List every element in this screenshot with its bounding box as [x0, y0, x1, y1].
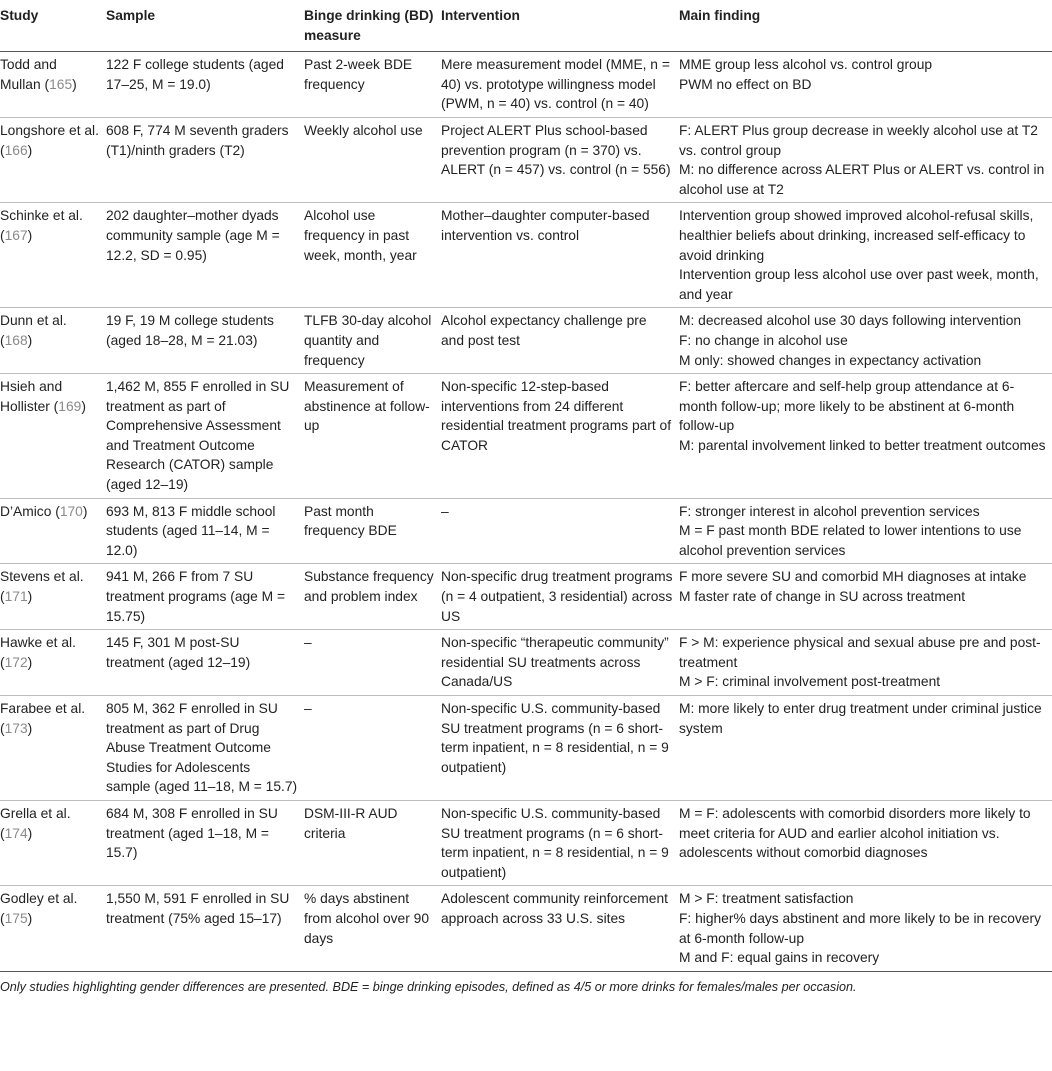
- cell-finding: [679, 52, 1052, 118]
- cell-sample: 1,550 M, 591 F enrolled in SU treatment (75% aged 15–17): [106, 886, 304, 971]
- cell-study: Godley et al. (175): [0, 886, 106, 971]
- reference-link[interactable]: 168: [4, 332, 28, 348]
- reference-link[interactable]: 175: [4, 910, 28, 926]
- cell-measure: Weekly alcohol use: [304, 117, 441, 202]
- cell-study: Hsieh and Hollister (169): [0, 374, 106, 499]
- header-measure: Binge drinking (BD) measure: [304, 0, 441, 52]
- finding-line: M: parental involvement linked to better treatment outcomes: [679, 437, 1046, 453]
- cell-finding: [679, 117, 1052, 202]
- cell-intervention: Non-specific drug treatment programs (n = 4 outpatient, 3 residential) across US: [441, 564, 679, 630]
- cell-sample: 202 daughter–mother dyads community sample (age M = 12.2, SD = 0.95): [106, 203, 304, 308]
- cell-finding: [679, 564, 1052, 630]
- cell-intervention: Project ALERT Plus school-based prevention program (n = 370) vs. ALERT (n = 457) vs. control (n = 556): [441, 117, 679, 202]
- cell-measure: Past month frequency BDE: [304, 498, 441, 564]
- study-name: Hawke et al.: [0, 635, 76, 651]
- header-intervention: Intervention: [441, 0, 679, 52]
- study-name: Godley et al.: [0, 891, 78, 907]
- cell-measure: Alcohol use frequency in past week, month, year: [304, 203, 441, 308]
- finding-line: F: higher% days abstinent and more likely to be in recovery at 6-month follow-up: [679, 910, 1041, 946]
- table-footnote: Only studies highlighting gender differences are presented. BDE = binge drinking episodes, defined as 4/5 or more drinks for females/males per occasion.: [0, 979, 857, 994]
- study-name: Hsieh and Hollister: [0, 379, 63, 414]
- cell-study: D’Amico (170): [0, 498, 106, 564]
- cell-measure: Measurement of abstinence at follow-up: [304, 374, 441, 499]
- cell-study: Longshore et al. (166): [0, 117, 106, 202]
- cell-study: Hawke et al. (172): [0, 630, 106, 696]
- finding-line: M only: showed changes in expectancy activation: [679, 352, 982, 368]
- header-finding: Main finding: [679, 0, 1052, 52]
- cell-intervention: Non-specific U.S. community-based SU treatment programs (n = 6 short-term inpatient, n = 8 residential, n = 9 outpatient): [441, 800, 679, 885]
- reference-link[interactable]: 167: [4, 227, 28, 243]
- finding-line: F: stronger interest in alcohol prevention services: [679, 503, 980, 519]
- finding-line: Intervention group less alcohol use over past week, month, and year: [679, 267, 1039, 302]
- finding-line: M: no difference across ALERT Plus or ALERT vs. control in alcohol use at T2: [679, 162, 1045, 197]
- cell-study: Schinke et al. (167): [0, 203, 106, 308]
- cell-sample: 693 M, 813 F middle school students (aged 11–14, M = 12.0): [106, 498, 304, 564]
- finding-line: F: better aftercare and self-help group attendance at 6-month follow-up; more likely to be abstinent at 6-month follow-up: [679, 379, 1015, 434]
- finding-line: M faster rate of change in SU across treatment: [679, 589, 966, 605]
- reference-link[interactable]: 165: [49, 76, 73, 92]
- cell-measure: –: [304, 696, 441, 801]
- finding-line: M: decreased alcohol use 30 days following intervention: [679, 313, 1022, 329]
- cell-measure: –: [304, 630, 441, 696]
- finding-line: F more severe SU and comorbid MH diagnoses at intake: [679, 569, 1027, 585]
- cell-study: Todd and Mullan (165): [0, 52, 106, 118]
- study-name: Todd and Mullan: [0, 57, 57, 92]
- cell-study: Farabee et al. (173): [0, 696, 106, 801]
- table-row: [0, 374, 1052, 499]
- table-row: [0, 203, 1052, 308]
- finding-line: PWM no effect on BD: [679, 76, 812, 92]
- reference-link[interactable]: 166: [4, 142, 28, 158]
- reference-link[interactable]: 171: [4, 589, 28, 605]
- table-row: [0, 308, 1052, 374]
- table-row: [0, 886, 1052, 971]
- header-row: [0, 0, 1052, 52]
- finding-line: F: ALERT Plus group decrease in weekly alcohol use at T2 vs. control group: [679, 122, 1038, 158]
- cell-sample: 1,462 M, 855 F enrolled in SU treatment as part of Comprehensive Assessment and Treatment Outcome Research (CATOR) sample (aged 12–19): [106, 374, 304, 499]
- cell-sample: 684 M, 308 F enrolled in SU treatment (aged 1–18, M = 15.7): [106, 800, 304, 885]
- reference-link[interactable]: 169: [58, 398, 82, 414]
- cell-sample: 941 M, 266 F from 7 SU treatment programs (age M = 15.75): [106, 564, 304, 630]
- table-row: [0, 696, 1052, 801]
- cell-intervention: Non-specific U.S. community-based SU treatment programs (n = 6 short-term inpatient, n = 8 residential, n = 9 outpatient): [441, 696, 679, 801]
- cell-measure: Substance frequency and problem index: [304, 564, 441, 630]
- finding-line: F > M: experience physical and sexual abuse pre and post-treatment: [679, 635, 1041, 670]
- finding-line: M > F: treatment satisfaction: [679, 891, 854, 907]
- study-name: Farabee et al.: [0, 701, 86, 716]
- cell-finding: [679, 886, 1052, 971]
- cell-intervention: Non-specific “therapeutic community” residential SU treatments across Canada/US: [441, 630, 679, 696]
- reference-link[interactable]: 170: [59, 503, 83, 519]
- cell-measure: TLFB 30-day alcohol quantity and frequency: [304, 308, 441, 374]
- finding-line: M > F: criminal involvement post-treatment: [679, 674, 941, 690]
- study-name: Longshore et al.: [0, 122, 99, 138]
- finding-line: M and F: equal gains in recovery: [679, 950, 880, 966]
- header-study: Study: [0, 0, 106, 52]
- table-row: [0, 800, 1052, 885]
- reference-link[interactable]: 173: [4, 720, 28, 736]
- finding-line: M = F: adolescents with comorbid disorders more likely to meet criteria for AUD and earlier alcohol initiation vs. adolescents without comorbid diagnoses: [679, 805, 1031, 861]
- cell-sample: 19 F, 19 M college students (aged 18–28, M = 21.03): [106, 308, 304, 374]
- cell-finding: [679, 498, 1052, 564]
- finding-line: M: more likely to enter drug treatment under criminal justice system: [679, 701, 1042, 736]
- study-name: D’Amico: [0, 503, 52, 519]
- cell-finding: [679, 630, 1052, 696]
- table-row: [0, 630, 1052, 696]
- cell-intervention: Non-specific 12-step-based interventions from 24 different residential treatment programs part of CATOR: [441, 374, 679, 499]
- study-name: Stevens et al.: [0, 569, 84, 585]
- finding-line: Intervention group showed improved alcohol-refusal skills, healthier beliefs about drinking, increased self-efficacy to avoid drinking: [679, 208, 1034, 263]
- cell-intervention: Mother–daughter computer-based intervention vs. control: [441, 203, 679, 308]
- cell-finding: [679, 203, 1052, 308]
- cell-intervention: Mere measurement model (MME, n = 40) vs. prototype willingness model (PWM, n = 40) vs. control (n = 40): [441, 52, 679, 118]
- cell-study: Grella et al. (174): [0, 800, 106, 885]
- cell-measure: Past 2-week BDE frequency: [304, 52, 441, 118]
- cell-finding: [679, 308, 1052, 374]
- cell-measure: DSM-III-R AUD criteria: [304, 800, 441, 885]
- reference-link[interactable]: 172: [4, 654, 28, 670]
- table-row: [0, 498, 1052, 564]
- table-row: [0, 117, 1052, 202]
- study-name: Dunn et al.: [0, 313, 67, 329]
- reference-link[interactable]: 174: [4, 825, 28, 841]
- cell-study: Dunn et al. (168): [0, 308, 106, 374]
- cell-finding: [679, 696, 1052, 801]
- header-sample: Sample: [106, 0, 304, 52]
- cell-sample: 608 F, 774 M seventh graders (T1)/ninth graders (T2): [106, 117, 304, 202]
- cell-study: Stevens et al. (171): [0, 564, 106, 630]
- cell-measure: % days abstinent from alcohol over 90 days: [304, 886, 441, 971]
- table-row: [0, 52, 1052, 118]
- cell-sample: 805 M, 362 F enrolled in SU treatment as part of Drug Abuse Treatment Outcome Studies for Adolescents sample (aged 11–18, M = 15.7): [106, 696, 304, 801]
- study-name: Schinke et al.: [0, 208, 83, 224]
- cell-sample: 122 F college students (aged 17–25, M = 19.0): [106, 52, 304, 118]
- cell-finding: [679, 374, 1052, 499]
- cell-intervention: Adolescent community reinforcement approach across 33 U.S. sites: [441, 886, 679, 971]
- table-body: [0, 52, 1052, 972]
- table-row: [0, 564, 1052, 630]
- cell-intervention: –: [441, 498, 679, 564]
- study-name: Grella et al.: [0, 805, 71, 821]
- cell-sample: 145 F, 301 M post-SU treatment (aged 12–19): [106, 630, 304, 696]
- cell-finding: [679, 800, 1052, 885]
- finding-line: M = F past month BDE related to lower intentions to use alcohol prevention services: [679, 523, 1022, 558]
- finding-line: MME group less alcohol vs. control group: [679, 57, 933, 73]
- finding-line: F: no change in alcohol use: [679, 332, 848, 348]
- cell-intervention: Alcohol expectancy challenge pre and post test: [441, 308, 679, 374]
